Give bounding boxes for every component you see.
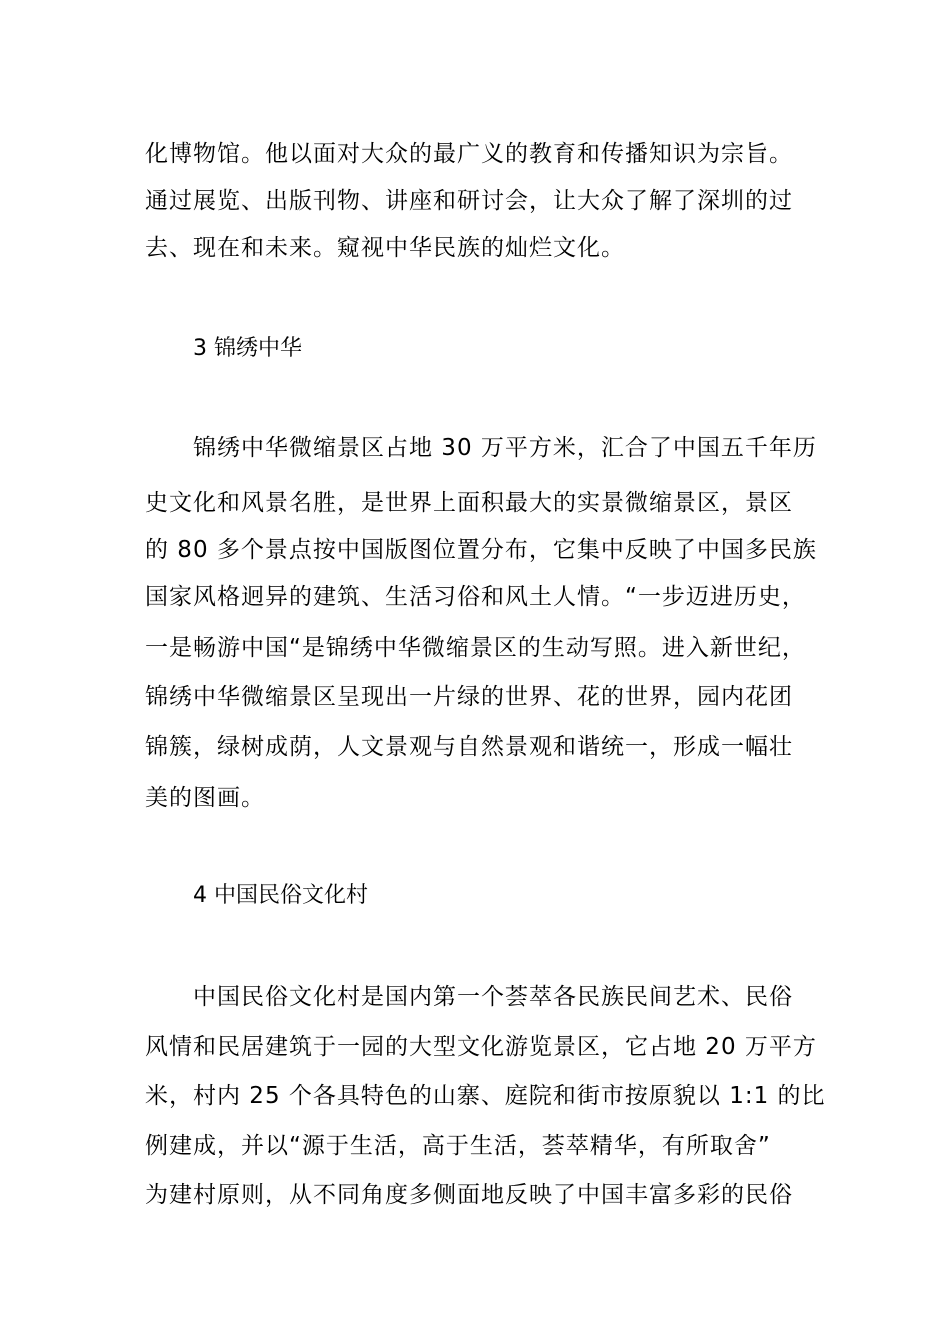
paragraph-2-line-4: 国家风格迥异的建筑、生活习俗和风土人情。“一步迈进历史， (145, 584, 806, 610)
section-heading-4: 4 中国民俗文化村 (193, 883, 368, 908)
paragraph-2-line-6: 锦绣中华微缩景区呈现出一片绿的世界、花的世界，园内花团 (145, 684, 793, 710)
paragraph-3-line-1: 中国民俗文化村是国内第一个荟萃各民族民间艺术、民俗 (193, 984, 793, 1010)
paragraph-2-line-5: 一是畅游中国“是锦绣中华微缩景区的生动写照。进入新世纪， (145, 635, 806, 661)
paragraph-1-line-2: 通过展览、出版刊物、讲座和研讨会，让大众了解了深圳的过 (145, 188, 793, 214)
paragraph-2-line-1: 锦绣中华微缩景区占地 30 万平方米，汇合了中国五千年历 (193, 435, 817, 461)
paragraph-3-line-4: 例建成，并以“源于生活，高于生活，荟萃精华，有所取舍” (145, 1133, 771, 1159)
paragraph-3-line-5: 为建村原则，从不同角度多侧面地反映了中国丰富多彩的民俗 (145, 1182, 793, 1208)
paragraph-1-line-3: 去、现在和未来。窥视中华民族的灿烂文化。 (145, 235, 625, 261)
paragraph-2-line-2: 史文化和风景名胜，是世界上面积最大的实景微缩景区，景区 (145, 490, 793, 516)
paragraph-2-line-8: 美的图画。 (145, 785, 265, 811)
section-heading-3: 3 锦绣中华 (193, 336, 302, 361)
paragraph-2-line-3: 的 80 多个景点按中国版图位置分布，它集中反映了中国多民族 (145, 537, 817, 563)
paragraph-1-line-1: 化博物馆。他以面对大众的最广义的教育和传播知识为宗旨。 (145, 141, 793, 167)
paragraph-2-line-7: 锦簇，绿树成荫，人文景观与自然景观和谐统一，形成一幅壮 (145, 734, 793, 760)
paragraph-3-line-2: 风情和民居建筑于一园的大型文化游览景区，它占地 20 万平方 (145, 1034, 817, 1060)
paragraph-3-line-3: 米，村内 25 个各具特色的山寨、庭院和街市按原貌以 1:1 的比 (145, 1083, 826, 1109)
